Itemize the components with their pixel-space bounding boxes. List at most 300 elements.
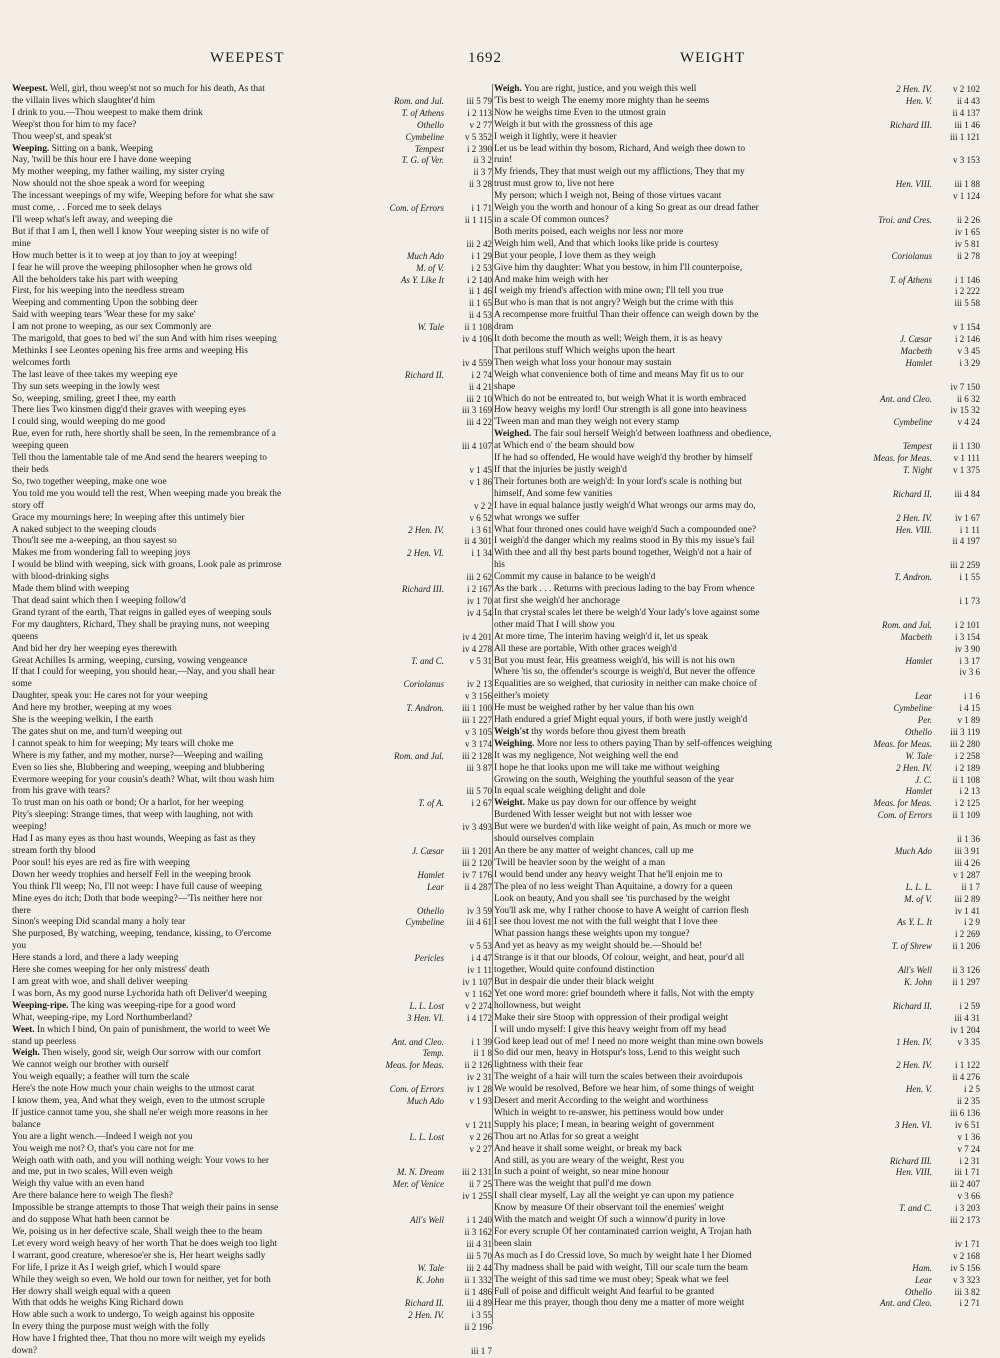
citation xyxy=(389,1037,492,1049)
act-scene-line: iii 3 169 xyxy=(461,405,492,416)
citation xyxy=(895,965,980,977)
entry xyxy=(494,715,980,727)
act-scene-line: v 3 45 xyxy=(957,345,980,356)
entry xyxy=(494,346,980,358)
citation xyxy=(403,917,493,929)
citation xyxy=(407,1215,492,1227)
entry-line xyxy=(494,989,980,1001)
entry-line xyxy=(12,1227,492,1239)
play-title: Much Ado xyxy=(406,1096,444,1107)
entry-line xyxy=(494,1013,980,1025)
play-title: Richard III. xyxy=(889,1155,932,1166)
play-title: T. and C. xyxy=(899,1203,932,1214)
quote-text: If he had so offended, He would have weigh'd thy brother by himself xyxy=(494,453,753,464)
act-scene-line: iii 4 84 xyxy=(954,488,980,499)
play-title: Meas. for Meas. xyxy=(873,798,932,809)
citation xyxy=(441,1191,492,1203)
entry xyxy=(12,763,492,775)
entry xyxy=(12,917,492,929)
quote-text: weeping queen xyxy=(12,441,69,452)
entry xyxy=(12,370,492,382)
act-scene-line: iii 1 88 xyxy=(954,179,980,190)
play-title: Othello xyxy=(905,726,932,737)
entry-line xyxy=(494,1072,980,1084)
quote-text: dram xyxy=(494,322,514,333)
quote-text: The marigold, that goes to bed wi' the sun And with him rises weeping xyxy=(12,334,277,345)
entry-line xyxy=(494,191,980,203)
citation xyxy=(893,525,980,537)
play-title: Hen. VIII. xyxy=(895,524,932,535)
play-title: Hamlet xyxy=(905,786,932,797)
act-scene-line: i 2 125 xyxy=(954,798,980,809)
act-scene-line: iii 2 120 xyxy=(461,857,492,868)
play-title: Macbeth xyxy=(900,631,932,642)
quote-text: Now should not the shoe speak a word for weeping xyxy=(12,179,205,190)
act-scene-line: v 3 323 xyxy=(953,1274,980,1285)
entry-line xyxy=(12,644,492,656)
entry-line xyxy=(12,1346,492,1358)
quote-text: The gates shut on me, and turn'd weeping out xyxy=(12,726,183,737)
quote-text: It doth become the mouth as well; Weigh them, it is as heavy xyxy=(494,334,723,345)
quote-text: But if that I am I, then well I know Your weeping sister is no wife of xyxy=(12,226,269,237)
citation xyxy=(892,1120,980,1132)
quote-text: Impossible be strange attempts to those That weigh their pains in sense xyxy=(12,1203,279,1214)
act-scene-line: iii 5 70 xyxy=(466,786,492,797)
play-title: Temp. xyxy=(422,1048,444,1059)
entry xyxy=(12,1096,492,1108)
play-title: T. of Athens xyxy=(401,107,444,118)
citation xyxy=(877,394,980,406)
play-title: Ant. and Cleo. xyxy=(880,1298,932,1309)
entry-line xyxy=(494,227,980,239)
act-scene-line: v 2 168 xyxy=(953,1250,980,1261)
quote-text: A naked subject to the weeping clouds xyxy=(12,524,157,535)
citation xyxy=(929,1179,980,1191)
act-scene-line: v 3 156 xyxy=(465,691,492,702)
citation xyxy=(892,846,980,858)
entry-line xyxy=(494,310,980,322)
citation xyxy=(893,84,980,96)
citation xyxy=(441,822,492,834)
entry xyxy=(12,989,492,1001)
act-scene-line: v 5 31 xyxy=(469,655,492,666)
quote-text: She purposed, By watching, weeping, tendance, kissing, to O'ercome xyxy=(12,929,272,940)
act-scene-line: ii 1 7 xyxy=(961,881,980,892)
entry xyxy=(12,739,492,751)
quote-text: story off xyxy=(12,500,44,511)
entry xyxy=(12,405,492,417)
entry xyxy=(494,417,980,429)
citation xyxy=(903,358,981,370)
quote-text: Commit my cause in balance to be weigh'd xyxy=(494,572,656,583)
quote-text: I have in equal balance justly weigh'd What wrongs our arms may do, xyxy=(494,500,756,511)
act-scene-line: iii 5 70 xyxy=(466,1250,492,1261)
citation xyxy=(887,120,980,132)
act-scene-line: v 1 45 xyxy=(469,465,492,475)
citation xyxy=(929,322,980,334)
act-scene-line: iii 1 46 xyxy=(954,119,980,130)
play-title: Richard II. xyxy=(404,369,444,380)
entry xyxy=(494,239,980,251)
quote-text: Which in weight to re-answer, his pettiness would bow under xyxy=(494,1107,724,1118)
page-number: 1692 xyxy=(468,50,502,66)
quote-text: I fear he will prove the weeping philosopher when he grows old xyxy=(12,262,252,273)
act-scene-line: v 1 111 xyxy=(953,453,980,464)
entry-line xyxy=(12,1156,492,1168)
act-scene-line: iii 2 10 xyxy=(466,393,492,404)
entry xyxy=(12,727,492,739)
act-scene-line: iv 4 201 xyxy=(462,631,492,642)
entry xyxy=(494,953,980,977)
citation xyxy=(929,1191,980,1203)
quote-text: Thou weep'st, and speak'st xyxy=(12,131,112,142)
quote-text: So, weeping, smiling, greet I thee, my earth xyxy=(12,393,176,404)
entry-line xyxy=(494,1263,980,1275)
act-scene-line: i 2 140 xyxy=(466,274,492,285)
entry xyxy=(494,465,980,477)
entry-line xyxy=(494,1191,980,1203)
entry xyxy=(494,298,980,310)
entry xyxy=(494,108,980,120)
play-title: Cymbeline xyxy=(893,417,932,428)
entry-line xyxy=(494,953,980,965)
act-scene-line: ii 3 162 xyxy=(464,1227,492,1237)
entry-line xyxy=(494,429,980,441)
entry xyxy=(494,167,980,191)
citation xyxy=(441,941,492,953)
citation xyxy=(929,1108,980,1120)
quote-text: That perilous stuff Which weighs upon the heart xyxy=(494,345,676,356)
quote-text: What four throned ones could have weigh'd Such a compounded one? xyxy=(494,524,757,535)
act-scene-line: ii 1 65 xyxy=(468,298,492,309)
quote-text: But in despair die under their black weight xyxy=(494,976,655,987)
citation xyxy=(391,96,492,108)
act-scene-line: iii 5 79 xyxy=(466,95,492,106)
quote-text: thy words before thou givest them breath xyxy=(531,726,686,737)
entry xyxy=(494,775,980,787)
entry-line xyxy=(12,929,492,941)
headword: Weighing. xyxy=(494,738,535,749)
act-scene-line: iv 4 54 xyxy=(466,607,492,618)
quote-text: Burdened With lesser weight but not with lesser woe xyxy=(494,810,692,821)
quote-text: Weeping and commenting Upon the sobbing deer xyxy=(12,298,198,309)
quote-text: All the beholders take his part with weeping xyxy=(12,274,178,285)
act-scene-line: iv 1 41 xyxy=(954,905,980,916)
entry xyxy=(494,1120,980,1132)
act-scene-line: iv 7 150 xyxy=(950,381,980,392)
act-scene-line: i 1 11 xyxy=(959,524,980,535)
quote-text: at Which end o' the beam should bow xyxy=(494,441,635,452)
citation xyxy=(441,1346,492,1358)
quote-text: That dead saint which then I weeping follow'd xyxy=(12,595,186,606)
entry xyxy=(12,620,492,644)
quote-text: How heavy weighs my lord! Our strength is all gone into heaviness xyxy=(494,405,747,416)
entry-line xyxy=(12,1251,492,1263)
entry xyxy=(494,810,980,822)
entry xyxy=(494,1084,980,1096)
entry-line xyxy=(494,870,980,882)
entry xyxy=(12,1239,492,1251)
citation xyxy=(929,596,980,608)
citation xyxy=(441,608,492,620)
play-title: Much Ado xyxy=(894,846,932,856)
entry-line xyxy=(12,1287,492,1299)
quote-text: Makes me from wondering fall to weeping joys xyxy=(12,548,191,559)
entry xyxy=(12,513,492,525)
act-scene-line: ii 3 126 xyxy=(952,965,980,976)
play-title: Per. xyxy=(917,715,932,726)
act-scene-line: v 1 375 xyxy=(953,465,980,475)
citation xyxy=(441,1120,492,1132)
play-title: T. of Athens xyxy=(889,274,932,285)
entry xyxy=(494,1072,980,1084)
entry-line xyxy=(12,882,492,894)
citation xyxy=(441,405,492,417)
quote-text: We, poising us in her defective scale, Shall weigh thee to the beam xyxy=(12,1227,263,1237)
entry xyxy=(494,977,980,989)
quote-text: Methinks I see Leontes opening his free arms and weeping His xyxy=(12,345,248,356)
play-title: L. L. L. xyxy=(905,881,932,892)
play-title: L. L. Lost xyxy=(409,1000,444,1011)
citation xyxy=(929,1251,980,1263)
play-title: Tempest xyxy=(414,143,444,154)
citation xyxy=(929,644,980,656)
entry-line xyxy=(12,941,492,953)
entry-line xyxy=(494,906,980,918)
quote-text: What, weeping-ripe, my Lord Northumberland? xyxy=(12,1012,193,1023)
play-title: Ant. and Cleo. xyxy=(880,393,932,404)
header-left-word: WEEPEST xyxy=(210,50,285,66)
entry xyxy=(12,489,492,513)
act-scene-line: v 1 93 xyxy=(469,1096,492,1107)
act-scene-line: iii 3 119 xyxy=(950,726,980,737)
quote-text: In every thing the purpose must weigh with the folly xyxy=(12,1322,210,1333)
citation xyxy=(406,1132,492,1144)
citation xyxy=(887,275,980,287)
act-scene-line: ii 3 2 xyxy=(473,155,492,166)
quote-text: shape xyxy=(494,381,516,392)
play-title: Macbeth xyxy=(900,345,932,356)
quote-text: There was the weight that pull'd me down xyxy=(494,1179,652,1190)
play-title: 2 Hen. IV. xyxy=(896,512,932,523)
act-scene-line: i 2 5 xyxy=(963,1084,980,1095)
entry-line xyxy=(12,453,492,465)
act-scene-line: iv 6 51 xyxy=(954,1119,980,1130)
entry xyxy=(494,1132,980,1144)
quote-text: My mother weeping, my father wailing, my sister crying xyxy=(12,167,225,178)
act-scene-line: v 1 162 xyxy=(465,988,492,999)
entry xyxy=(12,691,492,703)
entry xyxy=(494,906,980,918)
play-title: 2 Hen. IV. xyxy=(896,84,932,94)
citation xyxy=(893,1060,980,1072)
citation xyxy=(929,298,980,310)
citation xyxy=(394,1167,492,1179)
act-scene-line: iv 4 106 xyxy=(462,334,492,345)
entry-line xyxy=(12,560,492,572)
entry-line xyxy=(12,405,492,417)
quote-text: First, for his weeping into the needless stream xyxy=(12,286,185,297)
entry xyxy=(494,858,980,870)
entry-line xyxy=(494,596,980,608)
quote-text: God keep lead out of me! I need no more weight than mine own bowels xyxy=(494,1036,764,1047)
act-scene-line: i 4 15 xyxy=(959,703,980,714)
quote-text: I see thou lovest me not with the full weight that I love thee xyxy=(494,917,718,928)
quote-text: Then wisely, good sir, weigh Our sorrow with our comfort xyxy=(42,1048,262,1059)
entry xyxy=(12,322,492,334)
quote-text: I warrant, good creature, wheresoe'er she is, Her heart weighs sadly xyxy=(12,1250,266,1261)
quote-text: The incessant weepings of my wife, Weeping before for what she saw xyxy=(12,191,275,202)
quote-text: Even so lies she, Blubbering and weeping, weeping and blubbering xyxy=(12,762,265,773)
entry-line xyxy=(12,834,492,846)
play-title: Cymbeline xyxy=(893,703,932,714)
entry xyxy=(494,727,980,739)
play-title: Richard II. xyxy=(892,488,932,499)
citation xyxy=(404,251,492,263)
entry xyxy=(494,286,980,298)
quote-text: Weigh what convenience both of time and means May fit us to our xyxy=(494,369,744,380)
entry-line xyxy=(12,513,492,525)
entry xyxy=(12,275,492,287)
act-scene-line: ii 1 130 xyxy=(952,441,980,452)
entry xyxy=(12,144,492,156)
citation xyxy=(929,227,980,239)
play-title: J. Cæsar xyxy=(411,846,444,856)
entry-line xyxy=(12,608,492,620)
entry-line xyxy=(494,286,980,298)
entry xyxy=(12,1025,492,1049)
act-scene-line: i 4 47 xyxy=(471,953,492,964)
entry xyxy=(494,1144,980,1156)
citation xyxy=(383,1060,493,1072)
citation xyxy=(441,858,492,870)
quote-text: How have I frighted thee, That thou no more wilt weigh my eyelids xyxy=(12,1334,266,1345)
citation xyxy=(871,798,981,810)
citation xyxy=(915,715,980,727)
entry-line xyxy=(12,1025,492,1037)
quote-text: My person; which I weigh not, Being of those virtues vacant xyxy=(494,191,722,202)
citation xyxy=(900,465,980,477)
quote-text: But who is man that is not angry? Weigh but the crime with this xyxy=(494,298,734,309)
quote-text: together, Would quite confound distinction xyxy=(494,965,655,976)
entry xyxy=(12,310,492,322)
entry xyxy=(12,953,492,965)
entry-line xyxy=(494,691,980,703)
entry-line xyxy=(12,358,492,370)
entry xyxy=(12,977,492,989)
act-scene-line: iv 3 59 xyxy=(466,905,492,916)
citation xyxy=(441,977,492,989)
entry-line xyxy=(12,1108,492,1120)
entry xyxy=(494,882,980,894)
entry-line xyxy=(12,1072,492,1084)
quote-text: Her dowry shall weigh equal with a queen xyxy=(12,1286,171,1297)
entry xyxy=(12,1263,492,1275)
act-scene-line: v 3 35 xyxy=(957,1036,980,1047)
quote-text: Let us be lead within thy bosom, Richard, And weigh thee down to xyxy=(494,143,746,154)
play-title: Othello xyxy=(417,119,444,130)
quote-text: Poor soul! his eyes are red as fire with weeping xyxy=(12,857,190,868)
act-scene-line: i 2 269 xyxy=(954,929,980,940)
entry-line xyxy=(12,667,492,679)
entry-line xyxy=(12,822,492,834)
citation xyxy=(909,1263,980,1275)
act-scene-line: i 3 29 xyxy=(959,357,980,368)
act-scene-line: iii 4 22 xyxy=(466,417,492,428)
entry xyxy=(494,822,980,846)
quote-text: Rue, even for ruth, here shortly shall be seen, In the remembrance of a xyxy=(12,429,276,440)
act-scene-line: iii 1 100 xyxy=(461,703,492,714)
quote-text: More nor less to others paying Than by self-offences weighing xyxy=(536,738,772,749)
entry xyxy=(494,1287,980,1299)
entry xyxy=(494,1037,980,1049)
act-scene-line: i 1 39 xyxy=(471,1036,492,1047)
play-title: M. of V. xyxy=(904,893,932,904)
act-scene-line: iii 1 201 xyxy=(461,846,492,856)
citation xyxy=(900,441,980,453)
citation xyxy=(441,441,492,453)
citation xyxy=(441,572,492,584)
entry xyxy=(494,608,980,632)
act-scene-line: iii 4 61 xyxy=(466,917,492,928)
entry xyxy=(494,763,980,775)
play-title: Ant. and Cleo. xyxy=(392,1036,444,1047)
act-scene-line: iii 1 7 xyxy=(470,1346,492,1357)
citation xyxy=(441,167,492,179)
citation xyxy=(871,453,981,465)
citation xyxy=(441,1239,492,1251)
entry-line xyxy=(494,239,980,251)
entry xyxy=(494,1025,980,1037)
entry-line xyxy=(12,84,492,96)
quote-text: For my daughters, Richard, They shall be praying nuns, not weeping xyxy=(12,619,270,630)
citation xyxy=(391,751,492,763)
act-scene-line: iii 3 87 xyxy=(466,762,492,773)
act-scene-line: ii 2 196 xyxy=(464,1322,492,1333)
act-scene-line: ii 3 7 xyxy=(473,167,492,178)
play-title: T. and C. xyxy=(411,655,444,666)
play-title: 2 Hen. IV. xyxy=(896,762,932,773)
citation xyxy=(891,572,980,584)
quote-text: Weigh you the worth and honour of a king So great as our dread father xyxy=(494,203,759,214)
act-scene-line: i 3 17 xyxy=(959,655,980,666)
entry-line xyxy=(494,834,980,846)
play-title: Tempest xyxy=(902,441,932,452)
citation xyxy=(893,513,980,525)
play-title: Othello xyxy=(417,905,444,916)
act-scene-line: iv 3 90 xyxy=(954,643,980,654)
quote-text: And yet as heavy as my weight should be.—Should be! xyxy=(494,941,703,952)
citation xyxy=(929,108,980,120)
citation xyxy=(929,286,980,298)
citation xyxy=(387,203,492,215)
act-scene-line: i 1 122 xyxy=(954,1060,980,1071)
quote-text: either's moiety xyxy=(494,691,550,702)
quote-text: I was born, As my good nurse Lychorida hath oft Deliver'd weeping xyxy=(12,988,267,999)
act-scene-line: ii 1 108 xyxy=(952,774,980,785)
entry xyxy=(12,1310,492,1322)
citation xyxy=(929,536,980,548)
entry xyxy=(494,798,980,810)
quote-text: weeping! xyxy=(12,822,47,833)
citation xyxy=(929,1096,980,1108)
citation xyxy=(441,286,492,298)
act-scene-line: iv 5 156 xyxy=(950,1262,980,1273)
play-title: Much Ado xyxy=(406,250,444,261)
entry xyxy=(12,298,492,310)
entry xyxy=(12,965,492,977)
citation xyxy=(424,882,492,894)
